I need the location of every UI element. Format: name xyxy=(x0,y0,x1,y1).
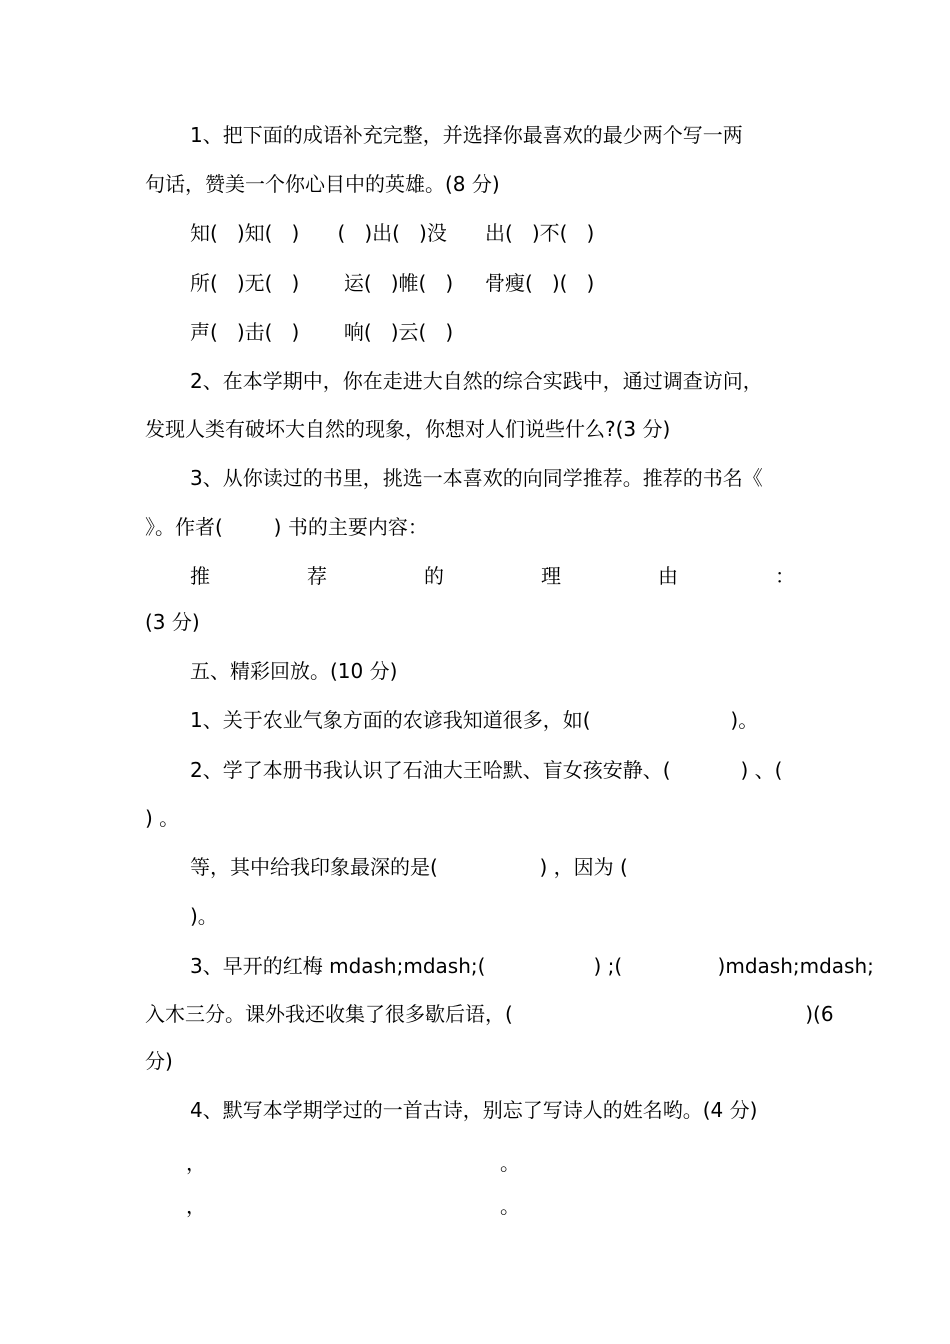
idiom-row-2: 所( )无( ) 运( )帷( ) 骨瘦( )( ) xyxy=(190,271,595,295)
reason-char: 荐 xyxy=(307,564,327,588)
section-5-item-3-line-1: 3、早开的红梅 mdash;mdash;( ) ;( )mdash;mdash; xyxy=(190,954,874,978)
section-5-item-2-line-4: )。 xyxy=(190,904,218,928)
question-1-line-1: 1、把下面的成语补充完整，并选择你最喜欢的最少两个写一两 xyxy=(190,123,743,147)
section-5-item-2-line-3: 等，其中给我印象最深的是( ) ，因为 ( xyxy=(190,855,628,879)
question-2-line-2: 发现人类有破坏大自然的现象，你想对人们说些什么?(3 分) xyxy=(145,417,671,441)
question-2-line-1: 2、在本学期中，你在走进大自然的综合实践中，通过调查访问， xyxy=(190,369,763,393)
idiom-row-3: 声( )击( ) 响( )云( ) xyxy=(190,320,454,344)
poem-line-2-comma: ， xyxy=(186,1194,206,1218)
section-5-heading: 五、精彩回放。(10 分) xyxy=(190,659,398,683)
reason-char: 理 xyxy=(541,564,561,588)
section-5-item-2-line-2: ) 。 xyxy=(145,806,180,830)
question-1-line-2: 句话，赞美一个你心目中的英雄。(8 分) xyxy=(145,172,500,196)
reason-char: 由 xyxy=(658,564,678,588)
question-3-line-2: 》。作者( ) 书的主要内容： xyxy=(145,515,428,539)
section-5-item-3-line-3: 分) xyxy=(145,1049,173,1073)
question-3-score: (3 分) xyxy=(145,610,200,634)
idiom-row-1: 知( )知( ) ( )出( )没 出( )不( ) xyxy=(190,221,595,245)
poem-line-1-period: 。 xyxy=(500,1151,520,1175)
reason-char: ： xyxy=(775,564,795,588)
poem-line-1-comma: ， xyxy=(186,1151,206,1175)
recommend-reason-line xyxy=(190,563,795,589)
reason-char: 的 xyxy=(424,564,444,588)
section-5-item-2-line-1: 2、学了本册书我认识了石油大王哈默、盲女孩安静、( ) 、( xyxy=(190,758,783,782)
reason-char: 推 xyxy=(190,564,210,588)
question-3-line-1: 3、从你读过的书里，挑选一本喜欢的向同学推荐。推荐的书名《 xyxy=(190,466,763,490)
poem-line-2-period: 。 xyxy=(500,1194,520,1218)
section-5-item-4: 4、默写本学期学过的一首古诗，别忘了写诗人的姓名哟。(4 分) xyxy=(190,1098,758,1122)
section-5-item-3-line-2: 入木三分。课外我还收集了很多歇后语，( )(6 xyxy=(145,1002,834,1026)
section-5-item-1: 1、关于农业气象方面的农谚我知道很多，如( )。 xyxy=(190,708,759,732)
